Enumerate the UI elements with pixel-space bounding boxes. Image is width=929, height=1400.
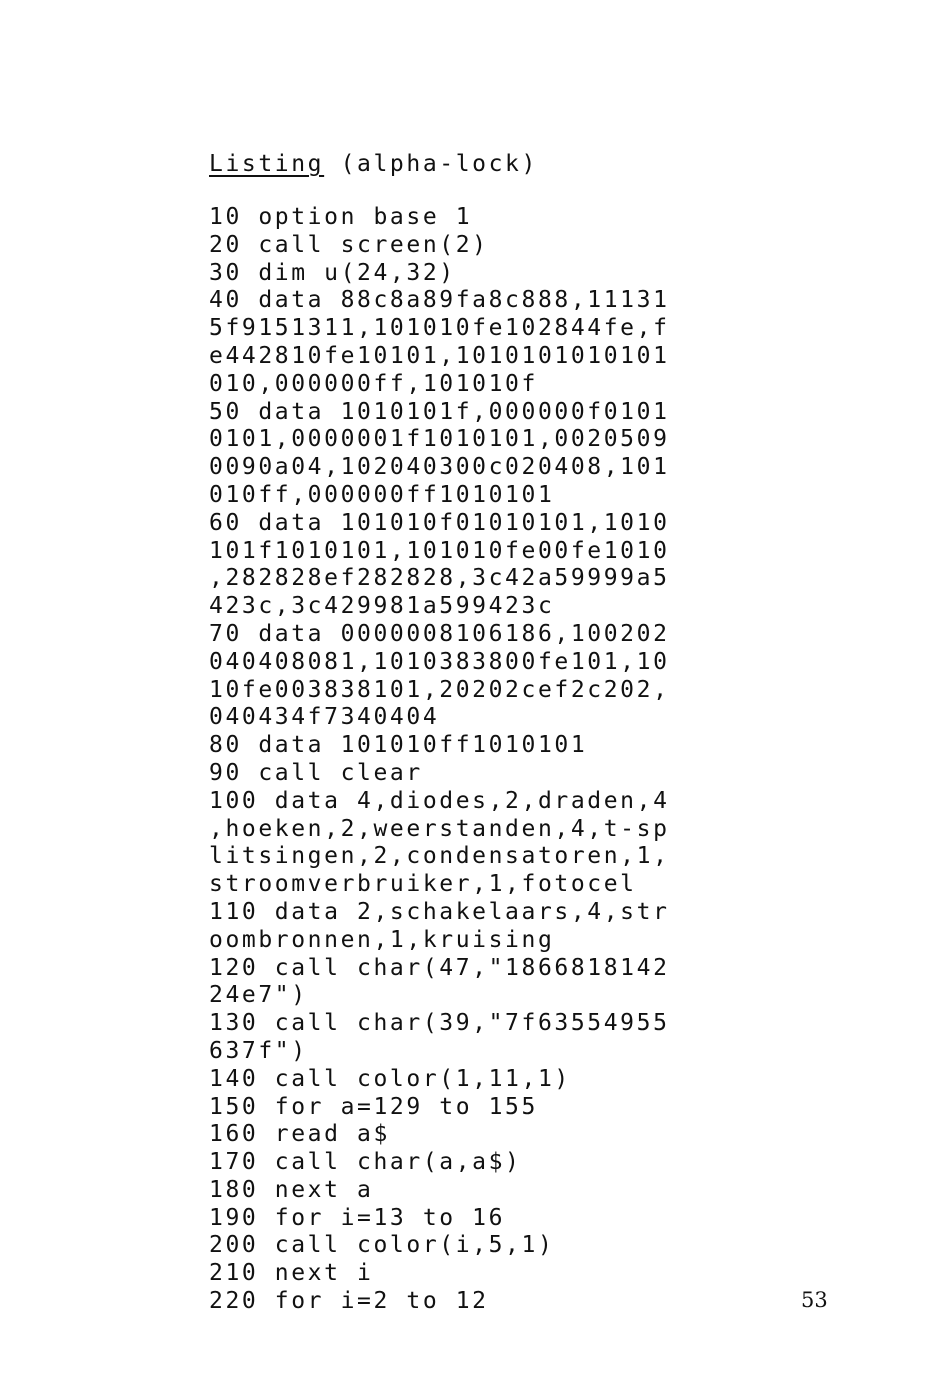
code-line: 50 data 1010101f,000000f0101 — [209, 398, 670, 425]
code-line: 220 for i=2 to 12 — [209, 1288, 489, 1315]
code-line: 140 call color(1,11,1) — [209, 1065, 571, 1092]
code-line: 24e7") — [209, 982, 308, 1009]
code-line: ,282828ef282828,3c42a59999a5 — [209, 565, 670, 592]
code-line: 637f") — [209, 1037, 308, 1064]
code-line: e442810fe10101,1010101010101 — [209, 342, 670, 369]
code-line: 30 dim u(24,32) — [209, 259, 456, 286]
heading-underlined-word: Listing — [209, 151, 325, 177]
code-line: 010,000000ff,101010f — [209, 370, 538, 397]
code-line: 10 option base 1 — [209, 204, 473, 230]
code-line: 0101,0000001f1010101,0020509 — [209, 426, 670, 453]
code-line: 20 call screen(2) — [209, 231, 489, 258]
code-line: 5f9151311,101010fe102844fe,f — [209, 315, 670, 342]
code-line: litsingen,2,condensatoren,1, — [209, 843, 670, 870]
code-line: 10fe003838101,20202cef2c202, — [209, 676, 670, 703]
code-line: 200 call color(i,5,1) — [209, 1232, 555, 1259]
code-line: 40 data 88c8a89fa8c888,11131 — [209, 287, 670, 314]
code-line: 150 for a=129 to 155 — [209, 1093, 538, 1120]
code-line: oombronnen,1,kruising — [209, 926, 555, 953]
code-line: 0090a04,102040300c020408,101 — [209, 454, 670, 481]
listing-heading — [209, 150, 538, 178]
code-line: 70 data 0000008106186,100202 — [209, 620, 670, 647]
code-line: 040434f7340404 — [209, 704, 440, 731]
code-line: stroomverbruiker,1,fotocel — [209, 871, 637, 898]
code-line: ,hoeken,2,weerstanden,4,t-sp — [209, 815, 670, 842]
code-listing — [209, 204, 670, 1316]
code-line: 101f1010101,101010fe00fe1010 — [209, 537, 670, 564]
code-line: 60 data 101010f01010101,1010 — [209, 509, 670, 536]
code-line: 040408081,1010383800fe101,10 — [209, 648, 670, 675]
code-line: 170 call char(a,a$) — [209, 1149, 522, 1176]
code-line: 160 read a$ — [209, 1121, 390, 1148]
code-line: 010ff,000000ff1010101 — [209, 481, 555, 508]
code-line: 90 call clear — [209, 759, 423, 786]
heading-subtitle: (alpha-lock) — [324, 151, 538, 177]
code-line: 120 call char(47,"1866818142 — [209, 954, 670, 981]
code-line: 190 for i=13 to 16 — [209, 1204, 506, 1231]
code-line: 180 next a — [209, 1176, 374, 1203]
code-line: 423c,3c429981a599423c — [209, 593, 555, 620]
code-line: 210 next i — [209, 1260, 374, 1287]
code-line: 110 data 2,schakelaars,4,str — [209, 898, 670, 925]
code-line: 100 data 4,diodes,2,draden,4 — [209, 787, 670, 814]
code-line: 130 call char(39,"7f63554955 — [209, 1010, 670, 1037]
code-line: 80 data 101010ff1010101 — [209, 732, 588, 759]
page-number: 53 — [801, 1288, 828, 1312]
